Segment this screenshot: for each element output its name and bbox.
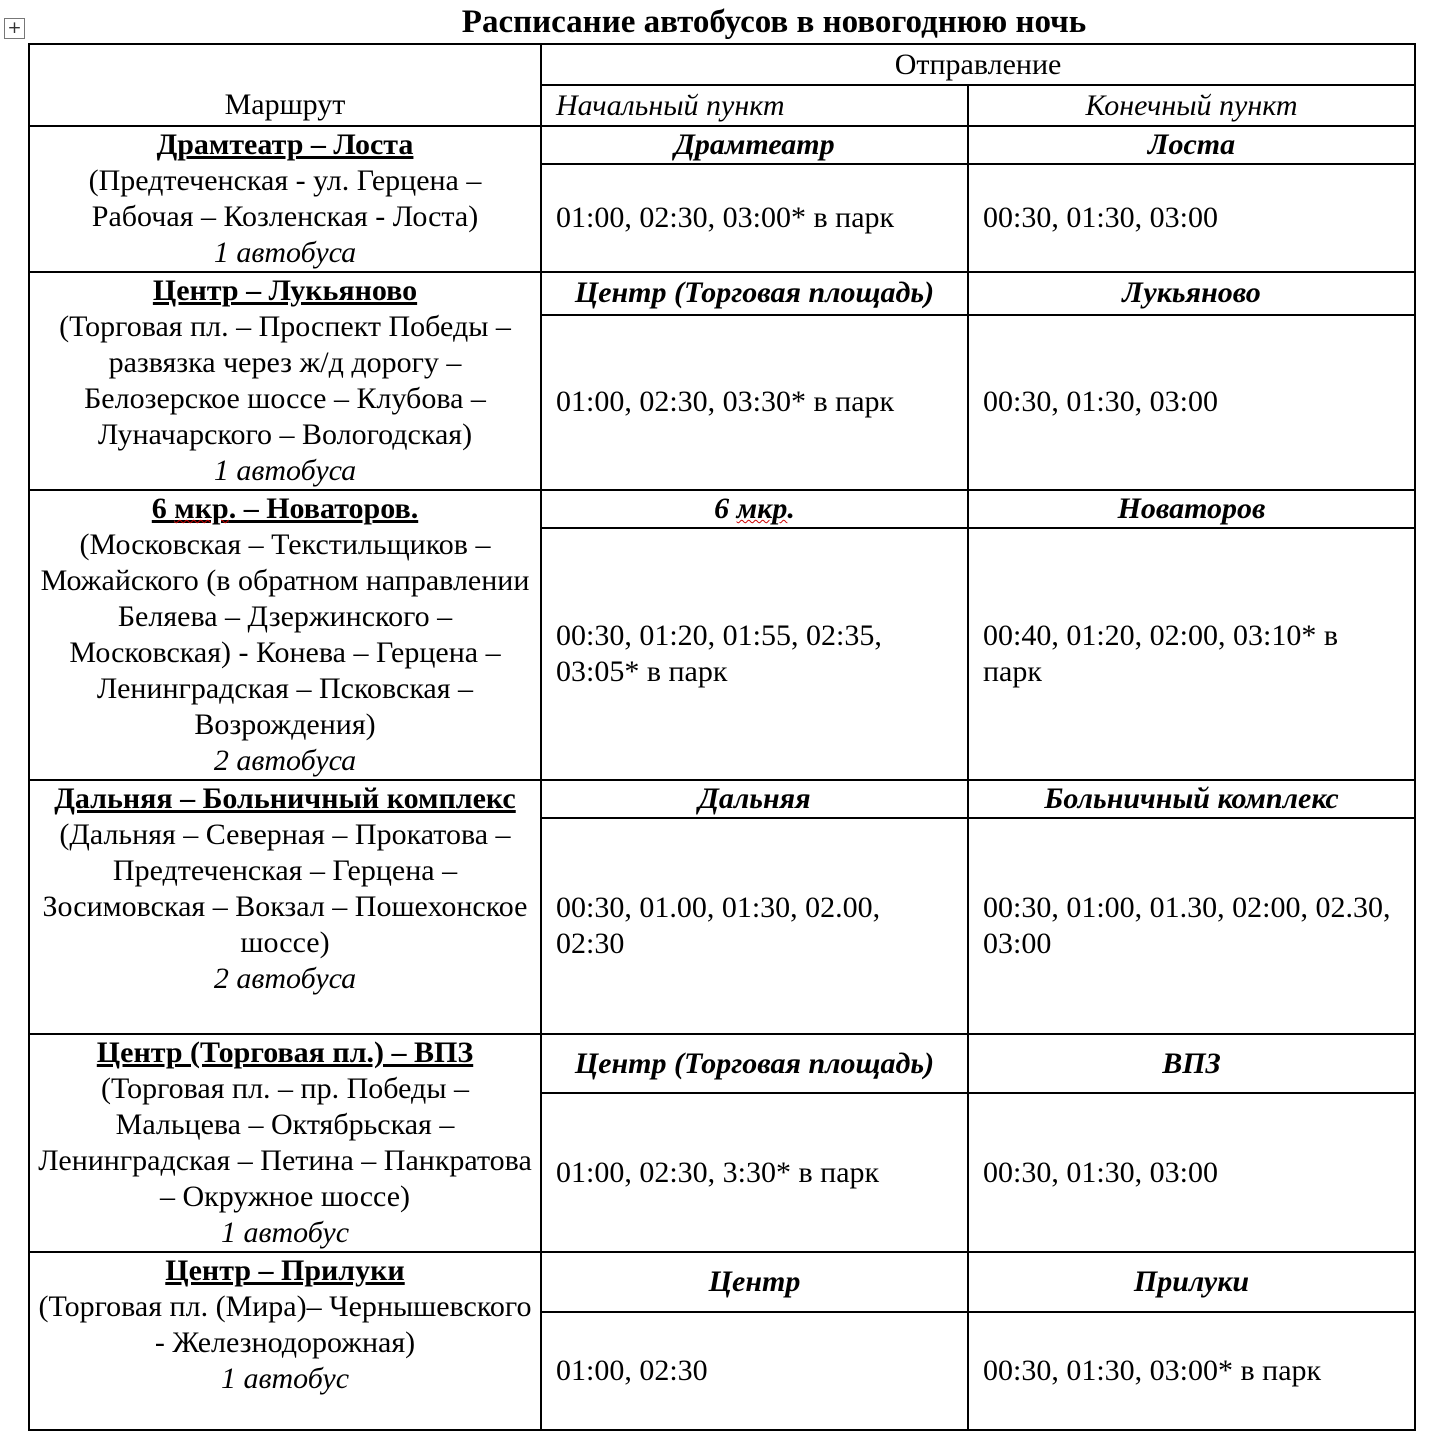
header-row	[29, 44, 1415, 85]
route-name: Драмтеатр – Лоста	[156, 128, 414, 161]
route-path: (Предтеченская - ул. Герцена – Рабочая – Козленская - Лоста)	[88, 164, 482, 233]
route-cell	[29, 1252, 541, 1430]
start-times: 00:30, 01.00, 01:30, 02.00, 02:30	[541, 818, 968, 1034]
end-times: 00:30, 01:30, 03:00	[968, 1093, 1415, 1252]
header-end-point: Конечный пункт	[968, 85, 1415, 126]
route-path: (Торговая пл. – Проспект Победы – развязка через ж/д дорогу – Белозерское шоссе – Клубова – Луначарского – Вологодская)	[59, 310, 511, 451]
route-buses: 1 автобус	[220, 1362, 350, 1395]
start-times: 01:00, 02:30	[541, 1312, 968, 1430]
route-path: (Московская – Текстильщиков – Можайского (в обратном направлении Беляева – Дзержинского – Московская) - Конева – Герцена – Ленинградская – Псковская – Возрождения)	[40, 528, 530, 741]
route-cell	[29, 1034, 541, 1252]
table-row	[29, 1252, 1415, 1312]
table-row	[29, 126, 1415, 164]
header-departure: Отправление	[541, 44, 1415, 85]
table-row	[29, 272, 1415, 315]
route-name: Дальняя – Больничный комплекс	[54, 782, 516, 815]
route-path: (Дальняя – Северная – Прокатова – Предтеченская – Герцена – Зосимовская – Вокзал – Пошехонское шоссе)	[42, 818, 528, 959]
end-stop: ВПЗ	[968, 1034, 1415, 1093]
start-times: 01:00, 02:30, 03:00* в парк	[541, 164, 968, 272]
start-stop: Дальняя	[541, 780, 968, 818]
route-cell	[29, 780, 541, 1034]
table-row	[29, 1034, 1415, 1093]
end-stop: Больничный комплекс	[968, 780, 1415, 818]
header-route: Маршрут	[29, 44, 541, 126]
end-stop: Прилуки	[968, 1252, 1415, 1312]
route-path: (Торговая пл. – пр. Победы – Мальцева – Октябрьская – Ленинградская – Петина – Панкратова – Окружное шоссе)	[38, 1072, 532, 1213]
end-times: 00:30, 01:30, 03:00	[968, 315, 1415, 490]
start-times: 00:30, 01:20, 01:55, 02:35, 03:05* в парк	[541, 528, 968, 780]
bus-schedule-table	[28, 43, 1416, 1431]
route-cell	[29, 272, 541, 490]
start-stop: Центр	[541, 1252, 968, 1312]
header-start-point: Начальный пункт	[541, 85, 968, 126]
start-stop: Центр (Торговая площадь)	[541, 272, 968, 315]
route-buses: 2 автобуса	[213, 962, 357, 995]
start-stop: Драмтеатр	[541, 126, 968, 164]
end-stop: Лоста	[968, 126, 1415, 164]
route-buses: 1 автобус	[220, 1216, 350, 1249]
end-times: 00:30, 01:00, 01.30, 02:00, 02.30, 03:00	[968, 818, 1415, 1034]
route-buses: 2 автобуса	[213, 744, 357, 777]
end-times: 00:30, 01:30, 03:00	[968, 164, 1415, 272]
route-name: Центр (Торговая пл.) – ВПЗ	[96, 1036, 474, 1069]
end-stop: Новаторов	[968, 490, 1415, 528]
start-stop: 6 мкр.	[541, 490, 968, 528]
route-name: Центр – Лукьяново	[152, 274, 418, 307]
table-move-handle-icon[interactable]: +	[4, 18, 25, 39]
route-buses: 1 автобуса	[213, 454, 357, 487]
start-times: 01:00, 02:30, 03:30* в парк	[541, 315, 968, 490]
end-times: 00:40, 01:20, 02:00, 03:10* в парк	[968, 528, 1415, 780]
page-title: Расписание автобусов в новогоднюю ночь	[461, 4, 1087, 40]
route-name: Центр – Прилуки	[165, 1254, 405, 1287]
route-cell	[29, 126, 541, 272]
end-stop: Лукьяново	[968, 272, 1415, 315]
route-name: 6 мкр. – Новаторов.	[151, 492, 419, 525]
route-path: (Торговая пл. (Мира)– Чернышевского - Железнодорожная)	[38, 1290, 532, 1359]
route-cell	[29, 490, 541, 780]
start-times: 01:00, 02:30, 3:30* в парк	[541, 1093, 968, 1252]
end-times: 00:30, 01:30, 03:00* в парк	[968, 1312, 1415, 1430]
route-buses: 1 автобуса	[213, 236, 357, 269]
table-row	[29, 780, 1415, 818]
start-stop: Центр (Торговая площадь)	[541, 1034, 968, 1093]
table-row	[29, 490, 1415, 528]
